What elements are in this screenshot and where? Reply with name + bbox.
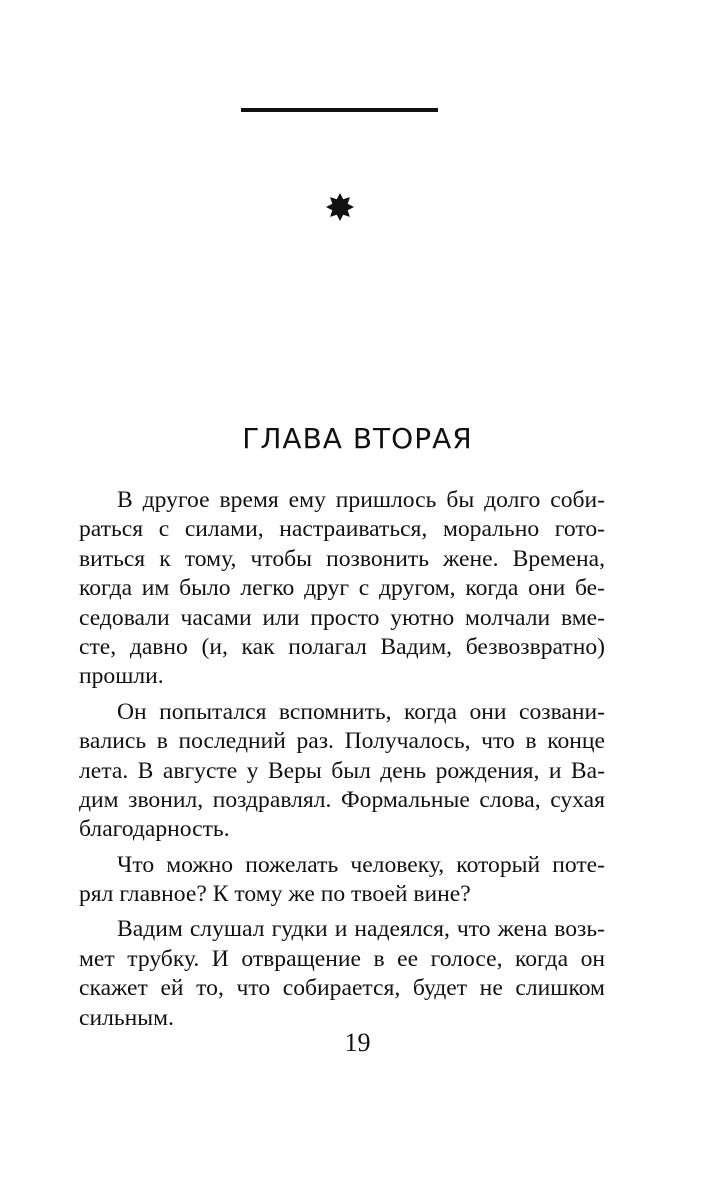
paragraph-3 xyxy=(79,851,605,910)
text-line: прошли. xyxy=(79,663,164,690)
text-line: благодарность. xyxy=(79,816,230,843)
text-line: Он попытался вспомнить, когда они созвани- xyxy=(117,698,605,725)
text-line: В другое время ему пришлось бы долго соби- xyxy=(117,487,605,513)
chapter-body xyxy=(79,486,605,1033)
paragraph-4 xyxy=(79,915,605,1033)
text-line: лета. В августе у Веры был день рождения, и Ва- xyxy=(79,757,605,784)
text-line: мет трубку. И отвращение в ее голосе, когда он xyxy=(79,945,605,972)
text-line: Вадим слушал гудки и надеялся, что жена возь- xyxy=(117,916,605,943)
text-line: дим звонил, поздравлял. Формальные слова, сухая xyxy=(79,786,605,813)
text-line: вались в последний раз. Получалось, что в конце xyxy=(79,728,605,755)
text-line: Что можно пожелать человеку, который поте- xyxy=(117,851,605,878)
text-line: когда им было легко друг с другом, когда они бе- xyxy=(79,575,605,602)
text-line: виться к тому, чтобы позвонить жене. Времена, xyxy=(79,545,605,572)
text-line: сильным. xyxy=(79,1004,174,1031)
text-line: раться с силами, настраиваться, морально гото- xyxy=(79,516,605,543)
top-rule xyxy=(241,108,438,112)
paragraph-2 xyxy=(79,698,605,845)
text-line: сте, давно (и, как полагал Вадим, безвозвратно) xyxy=(79,633,605,660)
text-line: скажет ей то, что собирается, будет не слишком xyxy=(79,975,605,1002)
page-number: 19 xyxy=(344,1028,371,1057)
chapter-title: ГЛАВА ВТОРАЯ xyxy=(242,422,473,455)
text-line: седовали часами или просто уютно молчали вме- xyxy=(79,604,605,631)
text-line: рял главное? К тому же по твоей вине? xyxy=(79,881,471,908)
eight-pointed-star-icon xyxy=(325,192,355,222)
paragraph-1 xyxy=(79,486,605,692)
